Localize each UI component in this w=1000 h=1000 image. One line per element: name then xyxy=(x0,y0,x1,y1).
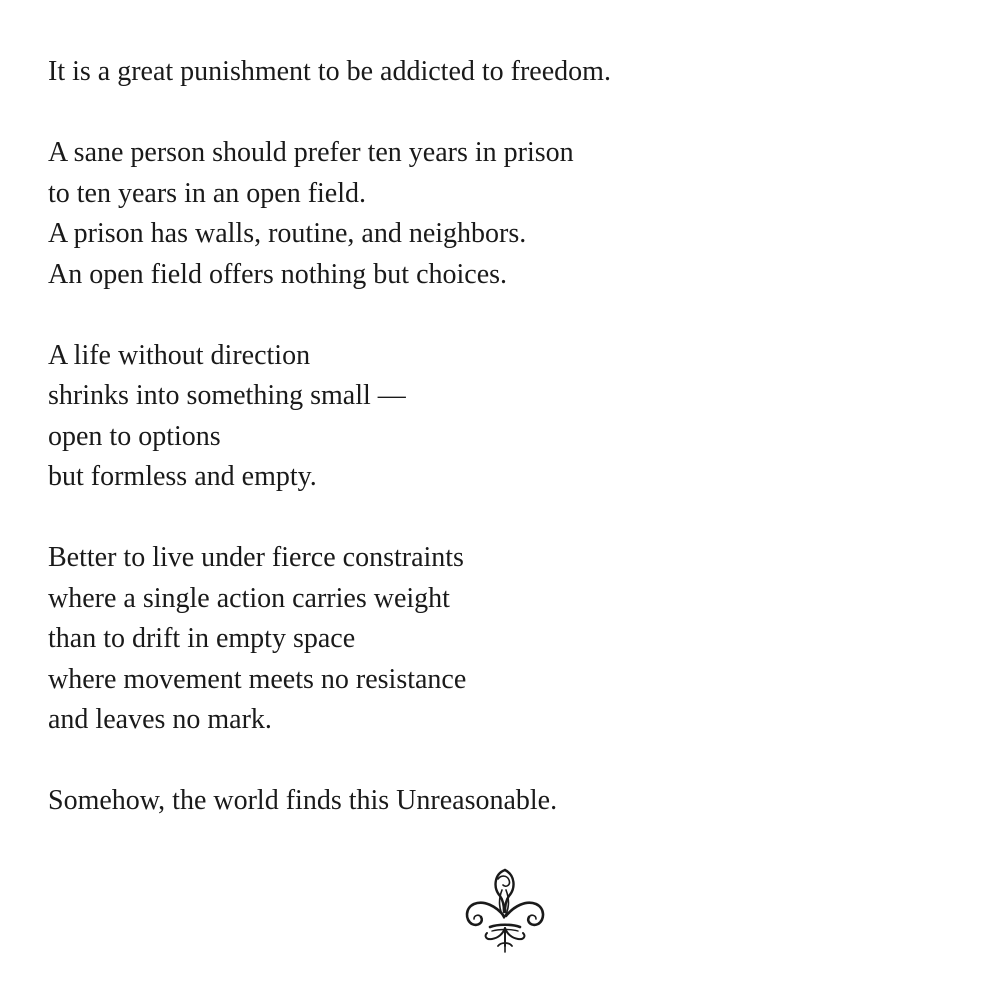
fleur-de-lis-icon xyxy=(462,866,548,954)
poem-line: where movement meets no resistance xyxy=(48,663,467,695)
poem-line: open to options xyxy=(48,420,221,452)
poem-line: It is a great punishment to be addicted to freedom. xyxy=(48,56,611,87)
stanza-1 xyxy=(48,52,948,93)
poem-line: Better to live under fierce constraints xyxy=(48,542,464,573)
poem-line: A life without direction xyxy=(48,339,311,371)
poem-line: shrinks into something small — xyxy=(48,380,406,411)
stanza-3 xyxy=(48,336,948,498)
stanza-5 xyxy=(48,781,948,822)
poem-line: A prison has walls, routine, and neighbors. xyxy=(48,218,527,249)
poem-body xyxy=(48,52,948,822)
poem-line: An open field offers nothing but choices. xyxy=(48,258,508,290)
poem-line: where a single action carries weight xyxy=(48,582,450,614)
stanza-4 xyxy=(48,538,948,741)
poem-line: A sane person should prefer ten years in prison xyxy=(48,137,574,168)
poem-line: than to drift in empty space xyxy=(48,623,356,654)
poem-line: and leaves no mark. xyxy=(48,704,272,735)
poem-line: but formless and empty. xyxy=(48,461,317,492)
poem-line: Somehow, the world finds this Unreasonable. xyxy=(48,785,558,816)
stanza-2 xyxy=(48,133,948,295)
poem-line: to ten years in an open field. xyxy=(48,177,367,209)
